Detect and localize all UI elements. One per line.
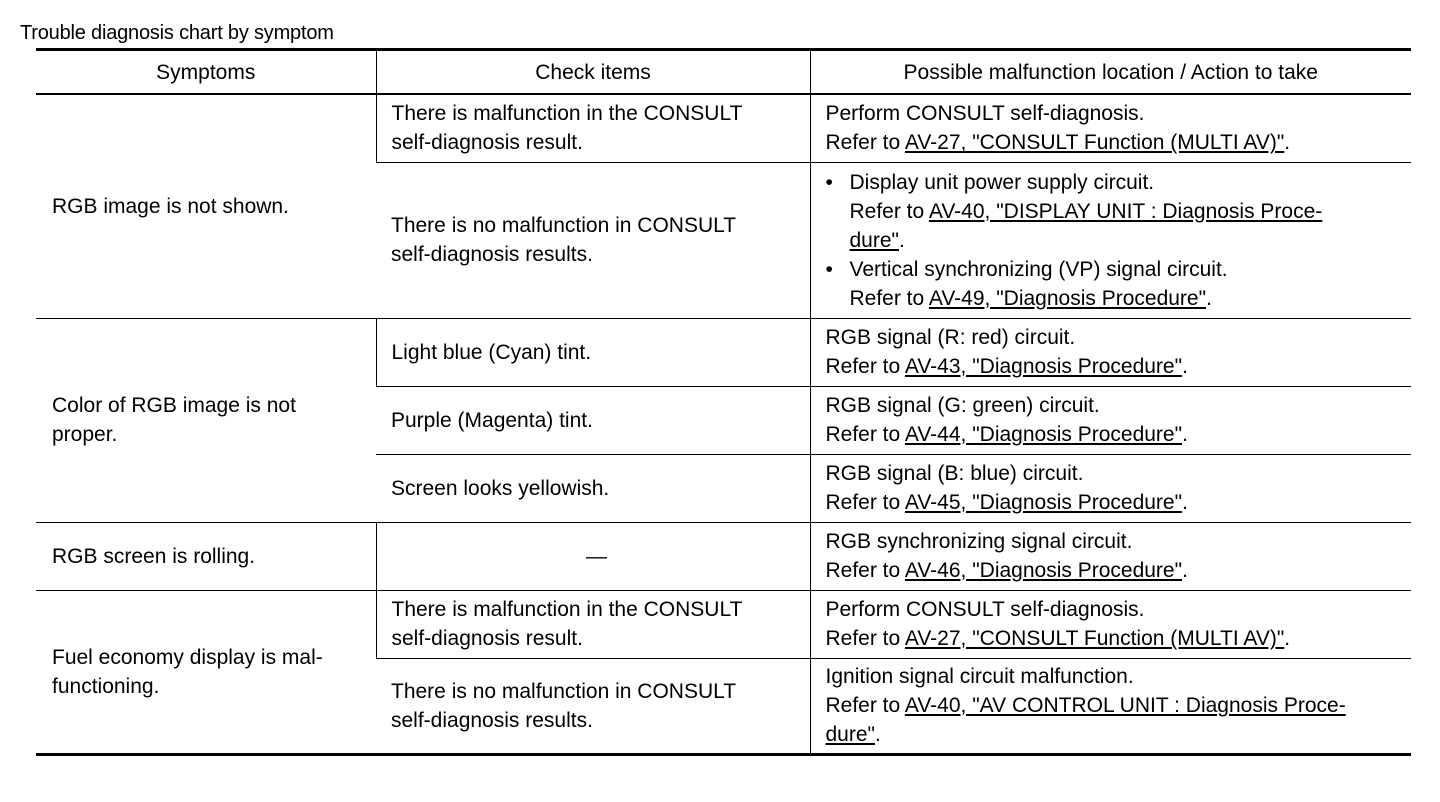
check-line: self-diagnosis results.: [391, 708, 593, 732]
check-line: self-diagnosis result.: [391, 131, 583, 155]
reference-link[interactable]: AV-40, "DISPLAY UNIT : Diagnosis Proce-: [928, 199, 1323, 223]
reference-link[interactable]: AV-46, "Diagnosis Procedure": [904, 559, 1183, 582]
refer-prefix: Refer to: [825, 627, 905, 650]
table-row: [36, 94, 1411, 162]
table-row: [36, 318, 1411, 386]
refer-line-cont: [850, 226, 1404, 255]
ref-suffix: .: [1284, 627, 1291, 650]
ref-suffix: .: [1182, 423, 1188, 446]
symptom-line: Fuel economy display is mal-: [52, 645, 323, 669]
reference-link[interactable]: AV-43, "Diagnosis Procedure": [904, 355, 1183, 378]
ref-suffix: .: [875, 723, 881, 746]
table-caption: Trouble diagnosis chart by symptom: [20, 22, 334, 44]
refer-line: [826, 420, 1404, 449]
refer-prefix: Refer to: [849, 199, 929, 223]
action-cell: [810, 94, 1411, 162]
reference-link[interactable]: AV-45, "Diagnosis Procedure": [904, 491, 1183, 514]
symptom-cell: [36, 590, 376, 754]
symptom-line: proper.: [52, 423, 118, 446]
reference-link[interactable]: AV-40, "AV CONTROL UNIT : Diagnosis Proce-: [904, 694, 1346, 717]
check-line: There is no malfunction in CONSULT: [391, 679, 737, 703]
refer-prefix: Refer to: [825, 423, 905, 446]
refer-line-cont: [826, 720, 1404, 749]
check-cell: [376, 94, 810, 162]
refer-line: [850, 284, 1404, 313]
check-cell: [376, 658, 810, 754]
reference-link[interactable]: AV-44, "Diagnosis Procedure": [904, 423, 1183, 446]
action-line: Display unit power supply circuit.: [849, 170, 1155, 194]
refer-prefix: Refer to: [825, 694, 905, 717]
check-line: There is no malfunction in CONSULT: [391, 214, 737, 237]
ref-suffix: .: [1182, 355, 1188, 378]
action-cell: [810, 658, 1411, 754]
check-cell: Purple (Magenta) tint.: [376, 386, 810, 454]
reference-link[interactable]: AV-27, "CONSULT Function (MULTI AV)": [904, 627, 1285, 650]
ref-suffix: .: [1182, 491, 1188, 514]
symptom-cell: [36, 318, 376, 522]
ref-suffix: .: [899, 228, 905, 252]
check-line: self-diagnosis result.: [391, 627, 583, 650]
symptom-cell: RGB image is not shown.: [36, 94, 376, 318]
refer-prefix: Refer to: [849, 286, 929, 310]
check-cell: Screen looks yellowish.: [376, 454, 810, 522]
bullet-dot: •: [825, 257, 833, 281]
action-line: RGB signal (G: green) circuit.: [825, 394, 1100, 417]
refer-prefix: Refer to: [825, 559, 905, 582]
refer-line: [826, 624, 1404, 653]
reference-link-cont[interactable]: dure": [849, 228, 899, 252]
symptom-line: Color of RGB image is not: [52, 394, 296, 417]
refer-line: [826, 556, 1404, 585]
action-cell: [810, 454, 1411, 522]
check-cell: Light blue (Cyan) tint.: [376, 318, 810, 386]
action-line: Vertical synchronizing (VP) signal circuit.: [849, 257, 1228, 281]
header-action: Possible malfunction location / Action to take: [810, 50, 1411, 95]
action-cell: [810, 590, 1411, 658]
check-line: self-diagnosis results.: [391, 243, 593, 266]
symptom-line: functioning.: [52, 674, 160, 698]
check-cell: —: [376, 522, 810, 590]
action-line: RGB synchronizing signal circuit.: [825, 530, 1133, 553]
action-line: RGB signal (R: red) circuit.: [825, 326, 1076, 349]
ref-suffix: .: [1284, 131, 1291, 155]
refer-prefix: Refer to: [825, 491, 905, 514]
action-line: Perform CONSULT self-diagnosis.: [825, 102, 1145, 126]
action-line: Ignition signal circuit malfunction.: [825, 665, 1134, 688]
action-line: RGB signal (B: blue) circuit.: [825, 462, 1084, 485]
bullet-dot: •: [825, 170, 833, 194]
header-check-items: Check items: [376, 50, 810, 95]
table-row: [36, 590, 1411, 658]
action-cell: [810, 522, 1411, 590]
reference-link-cont[interactable]: dure": [825, 723, 875, 746]
action-cell: [810, 318, 1411, 386]
check-line: There is malfunction in the CONSULT: [391, 598, 743, 621]
reference-link[interactable]: AV-27, "CONSULT Function (MULTI AV)": [904, 131, 1285, 155]
ref-suffix: .: [1206, 286, 1212, 310]
refer-line: [826, 352, 1404, 381]
ref-suffix: .: [1182, 559, 1188, 582]
table-header-row: [36, 50, 1411, 95]
diagnosis-table: [36, 48, 1411, 756]
refer-prefix: Refer to: [825, 131, 905, 155]
reference-link[interactable]: AV-49, "Diagnosis Procedure": [928, 286, 1207, 310]
action-line: Perform CONSULT self-diagnosis.: [825, 598, 1145, 621]
check-cell: [376, 590, 810, 658]
check-cell: [376, 162, 810, 318]
bullet-item: [826, 255, 1404, 313]
action-bullet-list: [826, 168, 1404, 313]
action-cell: [810, 386, 1411, 454]
bullet-item: [826, 168, 1404, 255]
action-cell: [810, 162, 1411, 318]
refer-prefix: Refer to: [825, 355, 905, 378]
refer-line: [826, 691, 1404, 720]
check-line: There is malfunction in the CONSULT: [391, 102, 743, 126]
table-row: [36, 522, 1411, 590]
refer-line: [826, 128, 1404, 157]
header-symptoms: Symptoms: [36, 50, 376, 95]
symptom-cell: RGB screen is rolling.: [36, 522, 376, 590]
refer-line: [850, 197, 1404, 226]
refer-line: [826, 488, 1404, 517]
